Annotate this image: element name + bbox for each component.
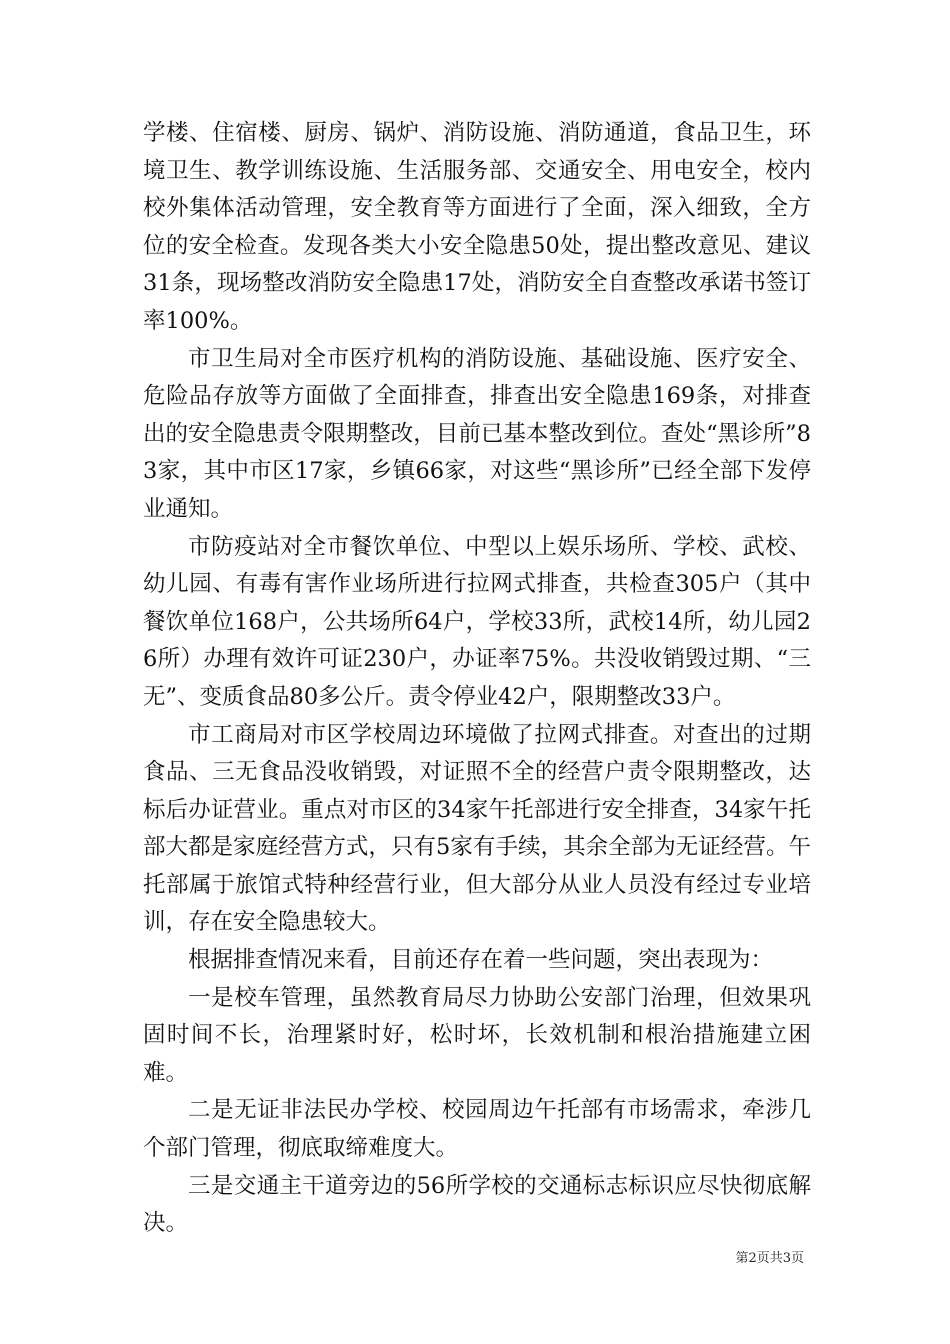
paragraph-commerce-bureau: 市工商局对市区学校周边环境做了拉网式排查。对查出的过期食品、三无食品没收销毁，对证照不全的经营户责令限期整改，达标后办证营业。重点对市区的34家午托部进行安全排查，34家午托部大都是家庭经营方式，只有5家有手续，其余全部为无证经营。午托部属于旅馆式特种经营行业，但大部分从业人员没有经过专业培训，存在安全隐患较大。 (143, 721, 811, 936)
paragraph-problem-3: 三是交通主干道旁边的56所学校的交通标志标识应尽快彻底解决。 (143, 1172, 811, 1237)
paragraph-problems-intro: 根据排查情况来看，目前还存在着一些问题，突出表现为： (188, 947, 774, 974)
paragraph-school-inspection: 学楼、住宿楼、厨房、锅炉、消防设施、消防通道，食品卫生，环境卫生、教学训练设施、生活服务部、交通安全、用电安全，校内校外集体活动管理，安全教育等方面进行了全面，深入细致，全方位的安全检查。发现各类大小安全隐患50处，提出整改意见、建议31条，现场整改消防安全隐患17处，消防安全自查整改承诺书签订率100%。 (143, 120, 811, 334)
page-number: 第2页共3页 (735, 1251, 804, 1266)
paragraph-epidemic-station: 市防疫站对全市餐饮单位、中型以上娱乐场所、学校、武校、幼儿园、有毒有害作业场所进行拉网式排查，共检查305户（其中餐饮单位168户，公共场所64户，学校33所，武校14所，幼儿园26所）办理有效许可证230户，办证率75%。共没收销毁过期、“三无”、变质食品80多公斤。责令停业42户，限期整改33户。 (143, 533, 811, 710)
document-body (143, 115, 811, 1243)
paragraph-health-bureau: 市卫生局对全市医疗机构的消防设施、基础设施、医疗安全、危险品存放等方面做了全面排查，排查出安全隐患169条，对排查出的安全隐患责令限期整改，目前已基本整改到位。查处“黑诊所”83家，其中市区17家，乡镇66家，对这些“黑诊所”已经全部下发停业通知。 (143, 345, 811, 522)
paragraph-problem-1: 一是校车管理，虽然教育局尽力协助公安部门治理，但效果巩固时间不长，治理紧时好，松时坏，长效机制和根治措施建立困难。 (143, 984, 811, 1086)
paragraph-problem-2: 二是无证非法民办学校、校园周边午托部有市场需求，牵涉几个部门管理，彻底取缔难度大。 (143, 1097, 811, 1162)
